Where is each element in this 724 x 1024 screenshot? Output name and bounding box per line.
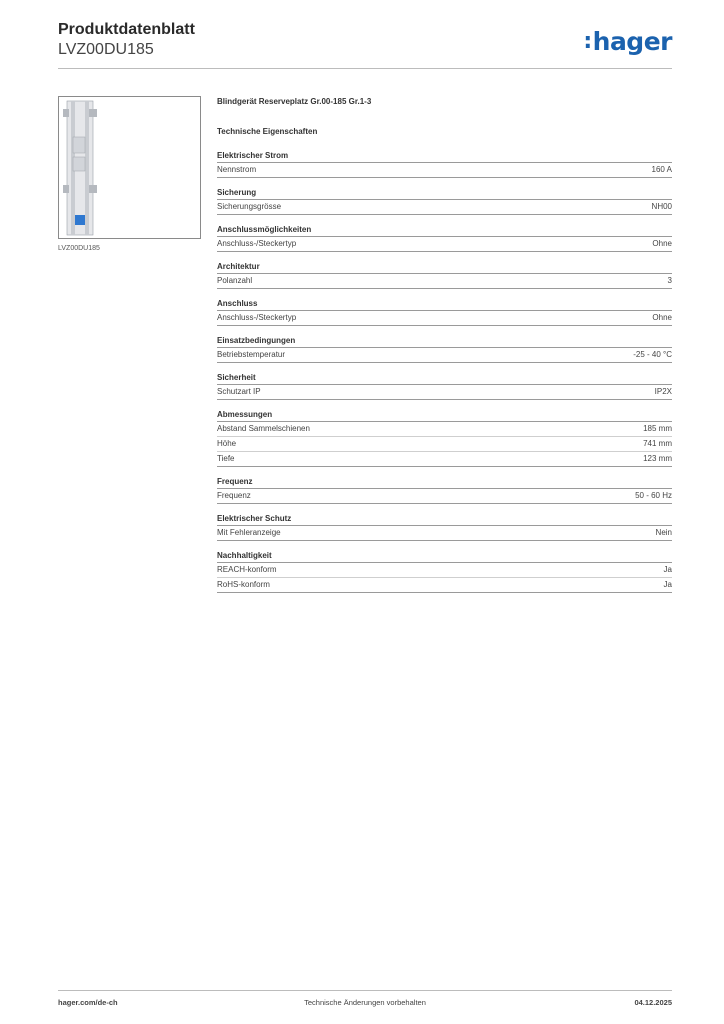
property-label: Schutzart IP	[217, 387, 261, 396]
group-title: Sicherheit	[217, 372, 672, 385]
property-row	[217, 311, 672, 326]
property-row	[217, 437, 672, 452]
footer-divider	[58, 990, 672, 991]
property-value: 185 mm	[643, 424, 672, 433]
property-value: 160 A	[651, 165, 672, 174]
group-title: Abmessungen	[217, 409, 672, 422]
property-label: REACH-konform	[217, 565, 277, 574]
property-row	[217, 489, 672, 504]
property-group	[217, 187, 672, 215]
property-row	[217, 578, 672, 593]
product-name: Blindgerät Reserveplatz Gr.00-185 Gr.1-3	[217, 97, 372, 106]
property-value: -25 - 40 °C	[633, 350, 672, 359]
group-title: Frequenz	[217, 476, 672, 489]
property-group	[217, 409, 672, 467]
property-row	[217, 163, 672, 178]
property-row	[217, 348, 672, 363]
property-row	[217, 452, 672, 467]
group-title: Einsatzbedingungen	[217, 335, 672, 348]
header-divider	[58, 68, 672, 69]
property-value: Ja	[663, 580, 672, 589]
property-value: Ja	[663, 565, 672, 574]
property-label: Mit Fehleranzeige	[217, 528, 281, 537]
property-value: 123 mm	[643, 454, 672, 463]
group-title: Elektrischer Strom	[217, 150, 672, 163]
group-title: Sicherung	[217, 187, 672, 200]
property-group	[217, 476, 672, 504]
hager-logo: :hager	[583, 27, 672, 56]
property-row	[217, 274, 672, 289]
image-caption: LVZ00DU185	[58, 245, 100, 252]
group-title: Nachhaltigkeit	[217, 550, 672, 563]
property-value: Ohne	[652, 313, 672, 322]
property-value: 3	[667, 276, 672, 285]
property-label: RoHS-konform	[217, 580, 270, 589]
property-value: 741 mm	[643, 439, 672, 448]
footer-disclaimer: Technische Änderungen vorbehalten	[304, 998, 426, 1007]
datasheet-content	[217, 96, 672, 602]
property-group	[217, 513, 672, 541]
logo-text: hager	[592, 27, 672, 56]
group-title: Anschluss	[217, 298, 672, 311]
property-row	[217, 563, 672, 578]
page-title: Produktdatenblatt	[58, 21, 195, 38]
property-group	[217, 261, 672, 289]
property-group	[217, 372, 672, 400]
property-label: Tiefe	[217, 454, 235, 463]
property-label: Nennstrom	[217, 165, 257, 174]
property-value: 50 - 60 Hz	[635, 491, 672, 500]
property-label: Abstand Sammelschienen	[217, 424, 310, 433]
property-label: Anschluss-/Steckertyp	[217, 239, 297, 248]
product-image	[58, 96, 201, 239]
property-row	[217, 200, 672, 215]
group-title: Anschlussmöglichkeiten	[217, 224, 672, 237]
property-group	[217, 335, 672, 363]
property-value: Nein	[655, 528, 672, 537]
property-label: Polanzahl	[217, 276, 253, 285]
product-code: LVZ00DU185	[58, 41, 154, 58]
property-row	[217, 526, 672, 541]
document-header	[58, 20, 195, 60]
section-heading: Technische Eigenschaften	[217, 127, 318, 136]
property-row	[217, 237, 672, 252]
group-title: Elektrischer Schutz	[217, 513, 672, 526]
property-label: Anschluss-/Steckertyp	[217, 313, 297, 322]
group-title: Architektur	[217, 261, 672, 274]
property-value: Ohne	[652, 239, 672, 248]
property-group	[217, 298, 672, 326]
property-group	[217, 224, 672, 252]
property-label: Betriebstemperatur	[217, 350, 286, 359]
property-label: Höhe	[217, 439, 237, 448]
footer-date: 04.12.2025	[634, 998, 672, 1007]
document-footer	[58, 998, 672, 1010]
property-label: Sicherungsgrösse	[217, 202, 282, 211]
property-row	[217, 385, 672, 400]
property-value: IP2X	[654, 387, 672, 396]
property-group	[217, 150, 672, 178]
footer-website-link[interactable]: hager.com/de-ch	[58, 998, 118, 1007]
property-group	[217, 550, 672, 593]
property-label: Frequenz	[217, 491, 251, 500]
property-value: NH00	[651, 202, 672, 211]
property-row	[217, 422, 672, 437]
product-illustration	[59, 97, 200, 238]
